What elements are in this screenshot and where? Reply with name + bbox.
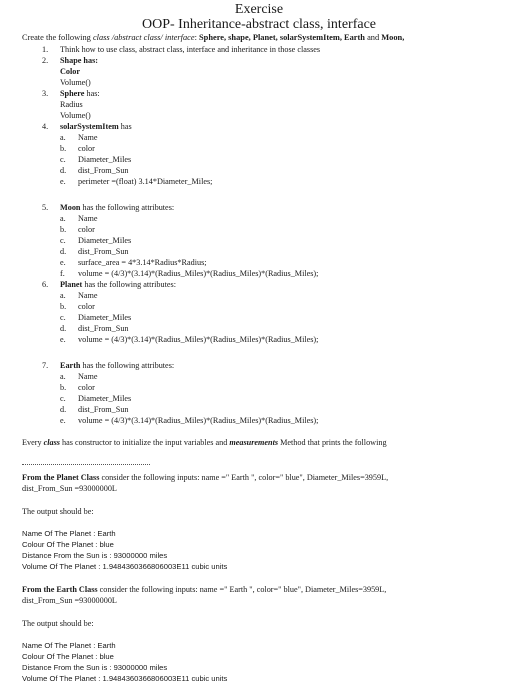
dotted-divider	[22, 464, 150, 465]
sub-letter: e.	[60, 258, 66, 267]
output-line: Colour Of The Planet : blue	[22, 652, 114, 661]
item-number: 6.	[42, 280, 49, 289]
sub-letter: b.	[60, 225, 67, 234]
output-line: Distance From the Sun is : 93000000 miles	[22, 663, 168, 672]
sub-letter: a.	[60, 372, 66, 381]
output-label: The output should be:	[22, 619, 94, 628]
sub-letter: e.	[60, 177, 66, 186]
item-number: 7.	[42, 361, 49, 370]
sub-letter: a.	[60, 214, 66, 223]
sub-letter: c.	[60, 155, 66, 164]
sub-item: color	[78, 302, 95, 311]
item-number: 1.	[42, 45, 49, 54]
sub-letter: f.	[60, 269, 65, 278]
attribute-line: Color	[60, 67, 81, 76]
item-heading: Sphere has:	[60, 89, 100, 98]
sub-item: dist_From_Sun	[78, 324, 129, 333]
sub-letter: a.	[60, 291, 66, 300]
sub-letter: a.	[60, 133, 66, 142]
sub-letter: c.	[60, 394, 66, 403]
item-heading: Moon has the following attributes:	[60, 203, 175, 212]
sub-letter: d.	[60, 324, 67, 333]
output-label: The output should be:	[22, 507, 94, 516]
sub-letter: b.	[60, 144, 67, 153]
sub-item: dist_From_Sun	[78, 247, 129, 256]
sub-letter: e.	[60, 335, 66, 344]
sub-letter: e.	[60, 416, 66, 425]
sub-item: volume = (4/3)*(3.14)*(Radius_Miles)*(Radius_Miles)*(Radius_Miles);	[78, 416, 319, 425]
sub-letter: c.	[60, 236, 66, 245]
output-line: Name Of The Planet : Earth	[22, 529, 116, 538]
sub-item: color	[78, 383, 95, 392]
sub-item: surface_area = 4*3.14*Radius*Radius;	[78, 258, 207, 267]
output-line: Name Of The Planet : Earth	[22, 641, 116, 650]
output-line: Colour Of The Planet : blue	[22, 540, 114, 549]
intro-paragraph: Create the following class /abstract class/ interface: Sphere, shape, Planet, solarSystemItem, Earth and Moon,	[22, 33, 405, 42]
sub-letter: b.	[60, 383, 67, 392]
sub-letter: d.	[60, 405, 67, 414]
constructor-note: Every class has constructor to initialize the input variables and measurements Method that prints the following	[22, 438, 387, 447]
sub-letter: b.	[60, 302, 67, 311]
item-number: 4.	[42, 122, 49, 131]
sub-item: Diameter_Miles	[78, 394, 132, 403]
output-line: Volume Of The Planet : 1.9484360366806003E11 cubic units	[22, 674, 228, 683]
sub-item: Diameter_Miles	[78, 155, 132, 164]
sub-item: color	[78, 144, 95, 153]
output-line: Volume Of The Planet : 1.9484360366806003E11 cubic units	[22, 562, 228, 571]
sub-item: Name	[78, 372, 98, 381]
attribute-line: Volume()	[60, 78, 91, 87]
sub-item: Name	[78, 133, 98, 142]
sub-item: volume = (4/3)*(3.14)*(Radius_Miles)*(Radius_Miles)*(Radius_Miles);	[78, 335, 319, 344]
output-line: Distance From the Sun is : 93000000 miles	[22, 551, 168, 560]
sub-item: dist_From_Sun	[78, 405, 129, 414]
sub-item: volume = (4/3)*(3.14)*(Radius_Miles)*(Radius_Miles)*(Radius_Miles);	[78, 269, 319, 278]
document-title: Exercise	[234, 2, 284, 17]
planet-inputs-line: From the Planet Class consider the following inputs: name =" Earth ", color=" blue", Diameter_Miles=3959L,	[22, 473, 389, 482]
earth-inputs-line: From the Earth Class consider the following inputs: name =" Earth ", color=" blue", Diameter_Miles=3959L,	[22, 585, 387, 594]
sub-item: Name	[78, 291, 98, 300]
sub-item: Diameter_Miles	[78, 236, 132, 245]
sub-item: color	[78, 225, 95, 234]
sub-letter: d.	[60, 166, 67, 175]
sub-item: dist_From_Sun	[78, 166, 129, 175]
item-heading: Shape has:	[60, 56, 98, 65]
item-number: 3.	[42, 89, 49, 98]
attribute-line: Radius	[60, 100, 83, 109]
sub-letter: c.	[60, 313, 66, 322]
item-heading: solarSystemItem has	[60, 122, 132, 131]
item-number: 2.	[42, 56, 49, 65]
document-subtitle: OOP- Inheritance-abstract class, interface	[142, 17, 376, 32]
sub-item: Diameter_Miles	[78, 313, 132, 322]
planet-inputs-line: dist_From_Sun =93000000L	[22, 484, 117, 493]
attribute-line: Volume()	[60, 111, 91, 120]
sub-item: perimeter =(float) 3.14*Diameter_Miles;	[78, 177, 213, 186]
sub-item: Name	[78, 214, 98, 223]
item-heading: Planet has the following attributes:	[60, 280, 176, 289]
item-number: 5.	[42, 203, 49, 212]
earth-inputs-line: dist_From_Sun =93000000L	[22, 596, 117, 605]
item-text: Think how to use class, abstract class, interface and inheritance in those classes	[60, 45, 321, 54]
item-heading: Earth has the following attributes:	[60, 361, 175, 370]
sub-letter: d.	[60, 247, 67, 256]
